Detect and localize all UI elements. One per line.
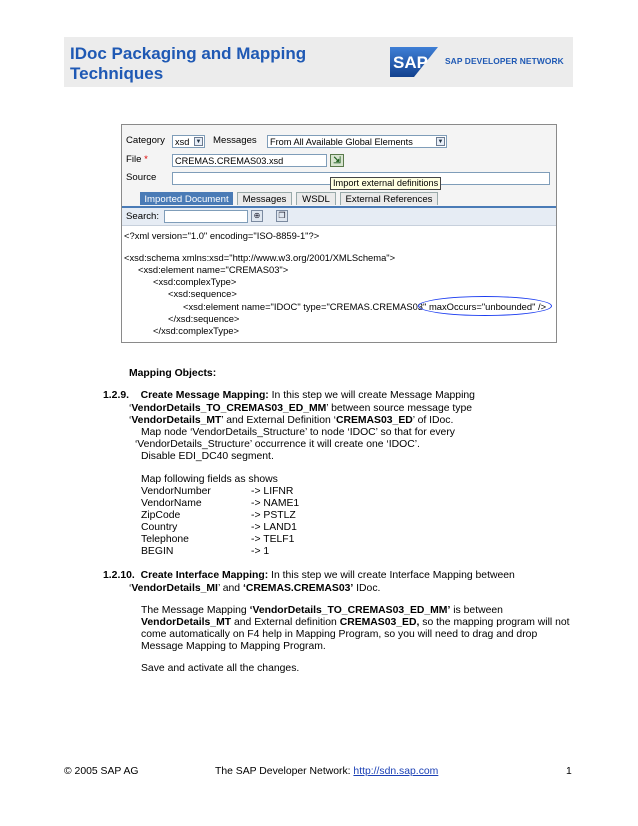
xml-line: <xsd:sequence> bbox=[168, 288, 237, 299]
xml-line: <xsd:element name="IDOC" type="CREMAS.CREMAS03" maxOccurs="unbounded" /> bbox=[183, 301, 547, 312]
file-label: File * bbox=[126, 154, 148, 165]
chevron-down-icon[interactable]: ▼ bbox=[437, 139, 444, 145]
sap-logo-text: SAP bbox=[393, 53, 428, 72]
section-1-2-9-line: Map node ‘VendorDetails_Structure’ to node ‘IDOC’ so that for every bbox=[141, 427, 455, 438]
source-label: Source bbox=[126, 172, 157, 183]
tab-wsdl[interactable]: WSDL bbox=[296, 192, 336, 205]
category-value: xsd bbox=[175, 137, 190, 147]
mapping-objects-heading: Mapping Objects: bbox=[129, 368, 217, 379]
section-1-2-9-heading: 1.2.9. Create Message Mapping: In this step we will create Message Mapping bbox=[103, 390, 475, 401]
highlight-oval bbox=[418, 296, 552, 316]
category-select[interactable] bbox=[172, 135, 205, 148]
title-line-2: Techniques bbox=[70, 64, 164, 83]
paragraph-line: come automatically on F4 help in Mapping Program, so you will need to drag and drop bbox=[141, 629, 538, 640]
footer-copyright: © 2005 SAP AG bbox=[64, 766, 139, 777]
file-value: CREMAS.CREMAS03.xsd bbox=[175, 156, 284, 166]
search-input[interactable] bbox=[164, 210, 248, 223]
footer-network: The SAP Developer Network: http://sdn.sap.com bbox=[215, 766, 439, 777]
import-tooltip: Import external definitions bbox=[330, 177, 441, 190]
chevron-down-icon[interactable]: ▼ bbox=[195, 139, 202, 145]
title-line-1: IDoc Packaging and Mapping bbox=[70, 44, 307, 63]
tab-messages[interactable]: Messages bbox=[237, 192, 292, 205]
section-1-2-9-line: Disable EDI_DC40 segment. bbox=[141, 451, 274, 462]
search-label: Search: bbox=[126, 211, 160, 222]
messages-label: Messages bbox=[213, 135, 257, 146]
section-1-2-9-line: ‘VendorDetails_Structure’ occurrence it will create one ‘IDOC’. bbox=[135, 439, 420, 450]
xml-line: <?xml version="1.0" encoding="ISO-8859-1"?> bbox=[124, 230, 320, 241]
tab-imported-document[interactable]: Imported Document bbox=[140, 192, 233, 205]
sdn-link[interactable]: http://sdn.sap.com bbox=[353, 766, 439, 777]
section-1-2-10-line: ‘VendorDetails_MI’ and ‘CREMAS.CREMAS03’ IDoc. bbox=[129, 583, 381, 594]
section-1-2-9-line: ‘VendorDetails_TO_CREMAS03_ED_MM’ between source message type bbox=[129, 403, 473, 414]
external-definition-screenshot bbox=[121, 124, 557, 343]
xml-line: </xsd:sequence> bbox=[168, 313, 240, 324]
binoculars-icon[interactable]: ⊕ bbox=[251, 210, 263, 222]
paragraph-line: Message Mapping to Mapping Program. bbox=[141, 641, 326, 652]
messages-value: From All Available Global Elements bbox=[270, 137, 413, 147]
document-title bbox=[70, 44, 360, 84]
sap-logo bbox=[390, 47, 438, 77]
messages-select[interactable] bbox=[267, 135, 447, 148]
file-field[interactable] bbox=[172, 154, 327, 167]
xml-line: <xsd:complexType> bbox=[153, 276, 237, 287]
xml-source-view bbox=[122, 226, 556, 342]
copy-icon[interactable]: ❐ bbox=[276, 210, 288, 222]
paragraph-line: VendorDetails_MT and External definition CREMAS03_ED, so the mapping program will not bbox=[141, 617, 570, 628]
xml-line: </xsd:complexType> bbox=[153, 325, 239, 336]
tab-external-references[interactable]: External References bbox=[340, 192, 438, 205]
required-mark: * bbox=[144, 154, 148, 165]
section-1-2-9-line: ‘VendorDetails_MT’ and External Definition ‘CREMAS03_ED’ of IDoc. bbox=[129, 415, 454, 426]
page-header bbox=[64, 37, 573, 87]
import-icon[interactable]: ⇲ bbox=[330, 154, 344, 167]
tab-bar bbox=[122, 191, 556, 208]
section-1-2-10-heading: 1.2.10. Create Interface Mapping: In this step we will create Interface Mapping between bbox=[103, 570, 515, 581]
sap-developer-network-label: SAP DEVELOPER NETWORK bbox=[445, 56, 564, 66]
page-number: 1 bbox=[566, 766, 572, 777]
xml-line: <xsd:schema xmlns:xsd="http://www.w3.org/2001/XMLSchema"> bbox=[124, 252, 396, 263]
category-label: Category bbox=[126, 135, 165, 146]
paragraph-line: Save and activate all the changes. bbox=[141, 663, 300, 674]
paragraph-line: The Message Mapping ‘VendorDetails_TO_CREMAS03_ED_MM’ is between bbox=[141, 605, 503, 616]
map-fields-intro: Map following fields as shows bbox=[141, 474, 278, 485]
search-row bbox=[122, 208, 556, 226]
xml-line: <xsd:element name="CREMAS03"> bbox=[138, 264, 289, 275]
